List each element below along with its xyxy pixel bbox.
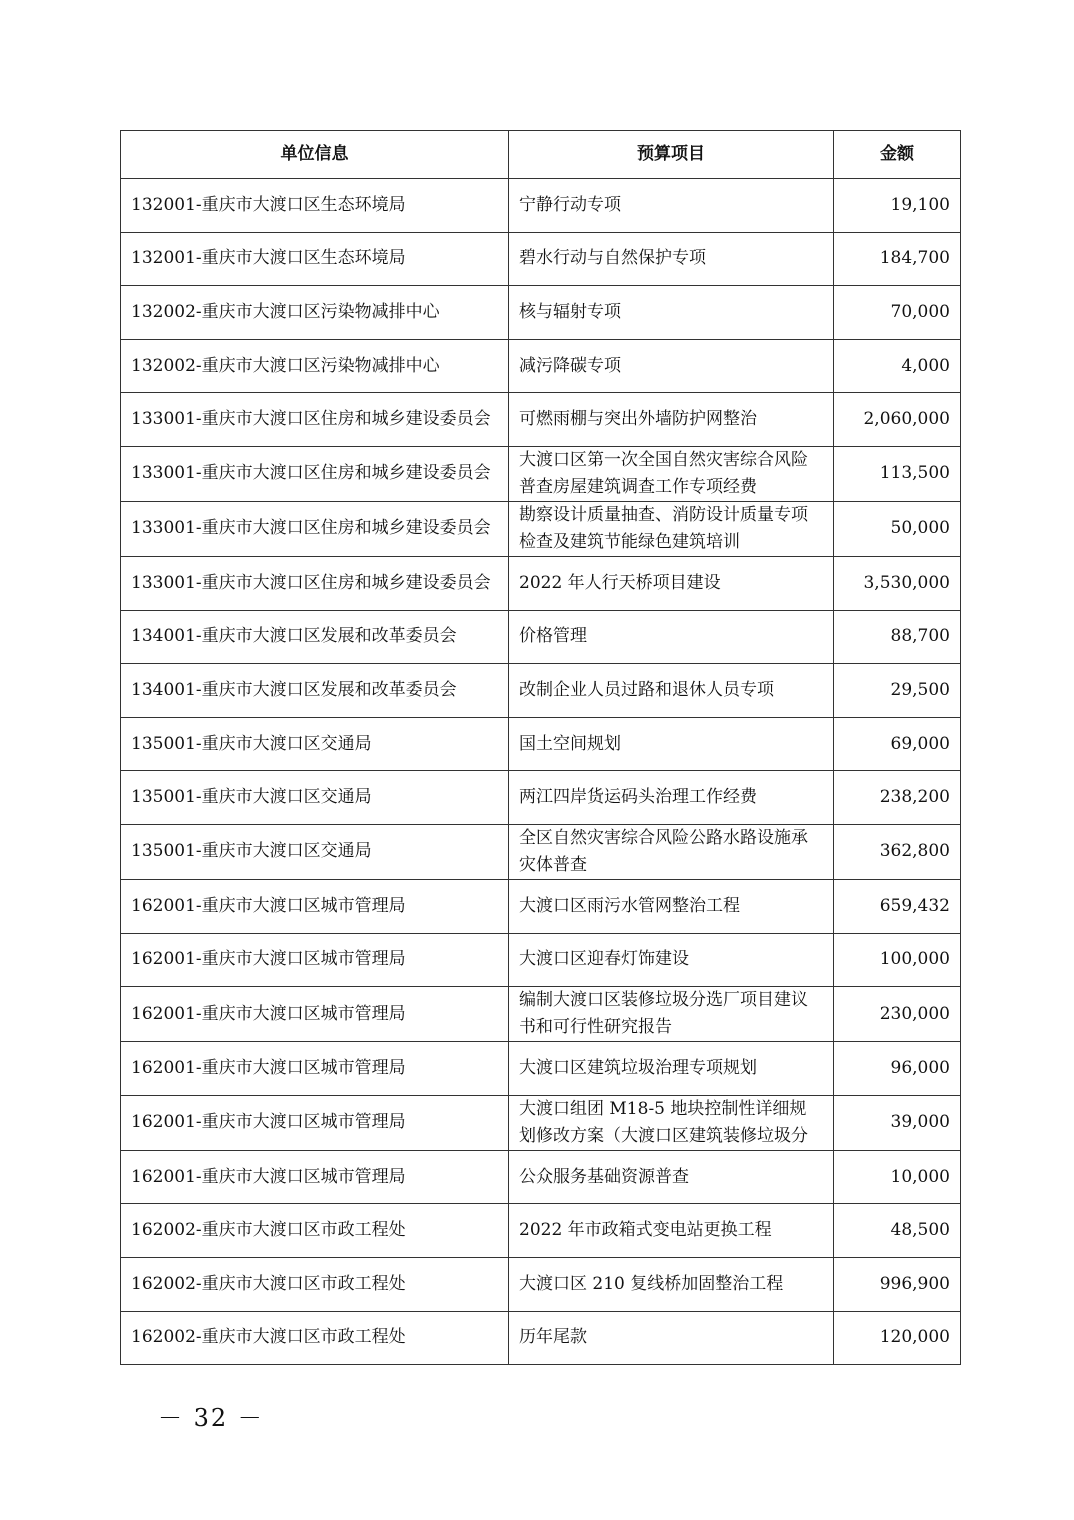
unit-cell: 133001-重庆市大渡口区住房和城乡建设委员会	[121, 446, 509, 501]
table-row	[121, 1042, 961, 1096]
project-cell: 大渡口区建筑垃圾治理专项规划	[509, 1042, 834, 1096]
table-row	[121, 771, 961, 825]
unit-cell: 133001-重庆市大渡口区住房和城乡建设委员会	[121, 501, 509, 556]
amount-cell: 50,000	[834, 501, 961, 556]
table-row	[121, 933, 961, 987]
amount-cell: 120,000	[834, 1311, 961, 1365]
project-cell: 公众服务基础资源普查	[509, 1150, 834, 1204]
table-row	[121, 501, 961, 556]
amount-cell: 39,000	[834, 1095, 961, 1150]
project-cell: 改制企业人员过路和退休人员专项	[509, 664, 834, 718]
unit-cell: 132001-重庆市大渡口区生态环境局	[121, 232, 509, 286]
unit-cell: 132001-重庆市大渡口区生态环境局	[121, 179, 509, 233]
amount-cell: 69,000	[834, 717, 961, 771]
project-cell: 两江四岸货运码头治理工作经费	[509, 771, 834, 825]
project-cell: 勘察设计质量抽查、消防设计质量专项检查及建筑节能绿色建筑培训	[509, 501, 834, 556]
amount-cell: 48,500	[834, 1204, 961, 1258]
unit-cell: 132002-重庆市大渡口区污染物减排中心	[121, 286, 509, 340]
unit-cell: 162001-重庆市大渡口区城市管理局	[121, 933, 509, 987]
project-cell: 全区自然灾害综合风险公路水路设施承灾体普查	[509, 824, 834, 879]
project-cell: 价格管理	[509, 610, 834, 664]
header-project: 预算项目	[509, 131, 834, 179]
unit-cell: 162002-重庆市大渡口区市政工程处	[121, 1204, 509, 1258]
unit-cell: 134001-重庆市大渡口区发展和改革委员会	[121, 664, 509, 718]
unit-cell: 162001-重庆市大渡口区城市管理局	[121, 1150, 509, 1204]
unit-cell: 135001-重庆市大渡口区交通局	[121, 824, 509, 879]
table-row	[121, 286, 961, 340]
page-number: － 32 －	[158, 1404, 264, 1432]
project-cell: 国土空间规划	[509, 717, 834, 771]
unit-cell: 162001-重庆市大渡口区城市管理局	[121, 987, 509, 1042]
project-cell: 编制大渡口区装修垃圾分选厂项目建议书和可行性研究报告	[509, 987, 834, 1042]
amount-cell: 29,500	[834, 664, 961, 718]
amount-cell: 230,000	[834, 987, 961, 1042]
project-cell: 大渡口区迎春灯饰建设	[509, 933, 834, 987]
project-cell: 历年尾款	[509, 1311, 834, 1365]
table-row	[121, 1311, 961, 1365]
project-cell: 核与辐射专项	[509, 286, 834, 340]
table-row	[121, 446, 961, 501]
table-header-row	[121, 131, 961, 179]
table-row	[121, 393, 961, 447]
amount-cell: 70,000	[834, 286, 961, 340]
amount-cell: 88,700	[834, 610, 961, 664]
amount-cell: 4,000	[834, 339, 961, 393]
amount-cell: 184,700	[834, 232, 961, 286]
unit-cell: 162001-重庆市大渡口区城市管理局	[121, 1095, 509, 1150]
unit-cell: 162001-重庆市大渡口区城市管理局	[121, 879, 509, 933]
table-row	[121, 179, 961, 233]
table-row	[121, 717, 961, 771]
header-amount: 金额	[834, 131, 961, 179]
amount-cell: 10,000	[834, 1150, 961, 1204]
project-cell: 2022 年市政箱式变电站更换工程	[509, 1204, 834, 1258]
amount-cell: 96,000	[834, 1042, 961, 1096]
unit-cell: 162002-重庆市大渡口区市政工程处	[121, 1257, 509, 1311]
unit-cell: 134001-重庆市大渡口区发展和改革委员会	[121, 610, 509, 664]
table-row	[121, 610, 961, 664]
project-cell: 减污降碳专项	[509, 339, 834, 393]
table-row	[121, 1095, 961, 1150]
amount-cell: 659,432	[834, 879, 961, 933]
project-cell: 大渡口区雨污水管网整治工程	[509, 879, 834, 933]
unit-cell: 162001-重庆市大渡口区城市管理局	[121, 1042, 509, 1096]
project-cell: 大渡口区第一次全国自然灾害综合风险普查房屋建筑调查工作专项经费	[509, 446, 834, 501]
table-row	[121, 664, 961, 718]
table-row	[121, 987, 961, 1042]
amount-cell: 100,000	[834, 933, 961, 987]
unit-cell: 135001-重庆市大渡口区交通局	[121, 717, 509, 771]
amount-cell: 996,900	[834, 1257, 961, 1311]
table-row	[121, 1150, 961, 1204]
table-row	[121, 232, 961, 286]
project-cell: 碧水行动与自然保护专项	[509, 232, 834, 286]
amount-cell: 113,500	[834, 446, 961, 501]
unit-cell: 133001-重庆市大渡口区住房和城乡建设委员会	[121, 393, 509, 447]
table-row	[121, 879, 961, 933]
amount-cell: 19,100	[834, 179, 961, 233]
table-row	[121, 824, 961, 879]
unit-cell: 132002-重庆市大渡口区污染物减排中心	[121, 339, 509, 393]
unit-cell: 162002-重庆市大渡口区市政工程处	[121, 1311, 509, 1365]
unit-cell: 135001-重庆市大渡口区交通局	[121, 771, 509, 825]
amount-cell: 2,060,000	[834, 393, 961, 447]
amount-cell: 238,200	[834, 771, 961, 825]
project-cell: 宁静行动专项	[509, 179, 834, 233]
amount-cell: 3,530,000	[834, 556, 961, 610]
unit-cell: 133001-重庆市大渡口区住房和城乡建设委员会	[121, 556, 509, 610]
project-cell: 大渡口组团 M18-5 地块控制性详细规划修改方案（大渡口区建筑装修垃圾分	[509, 1095, 834, 1150]
project-cell: 2022 年人行天桥项目建设	[509, 556, 834, 610]
table-body	[121, 179, 961, 1365]
project-cell: 可燃雨棚与突出外墙防护网整治	[509, 393, 834, 447]
table-row	[121, 556, 961, 610]
budget-table	[120, 130, 961, 1365]
table-row	[121, 1204, 961, 1258]
table-row	[121, 339, 961, 393]
project-cell: 大渡口区 210 复线桥加固整治工程	[509, 1257, 834, 1311]
amount-cell: 362,800	[834, 824, 961, 879]
header-unit: 单位信息	[121, 131, 509, 179]
table-row	[121, 1257, 961, 1311]
